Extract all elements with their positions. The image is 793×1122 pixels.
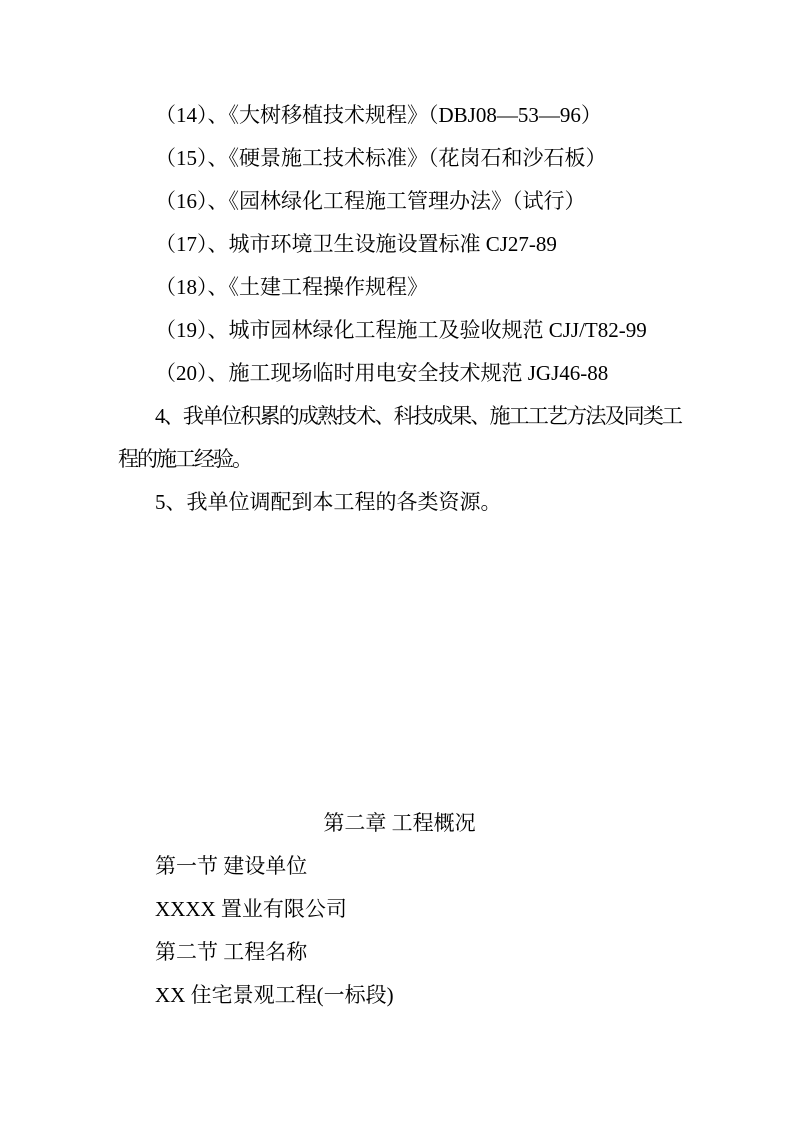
reference-list-item: （16）、《园林绿化工程施工管理办法》（试行）: [155, 189, 586, 213]
chapter-title: 第二章 工程概况: [323, 811, 476, 835]
section-heading: 第二节 工程名称: [155, 940, 308, 964]
reference-list-item: （15）、《硬景施工技术标准》（花岗石和沙石板）: [155, 146, 607, 170]
reference-list-item: （20）、施工现场临时用电安全技术规范 JGJ46-88: [155, 361, 609, 385]
blank-space: [118, 524, 681, 802]
section-content: XXXX 置业有限公司: [155, 897, 347, 921]
reference-list-item: （19）、城市园林绿化工程施工及验收规范 CJJ/T82-99: [155, 318, 647, 342]
reference-list: [118, 94, 681, 395]
reference-list-item: （14）、《大树移植技术规程》（DBJ08—53—96）: [155, 103, 602, 127]
paragraph-resources: 5、我单位调配到本工程的各类资源。: [155, 490, 502, 514]
section-list: [118, 845, 681, 1017]
section-content: XX 住宅景观工程(一标段): [155, 983, 394, 1007]
section-heading: 第一节 建设单位: [155, 854, 308, 878]
reference-list-item: （17）、城市环境卫生设施设置标准 CJ27-89: [155, 232, 557, 256]
reference-list-item: （18）、《土建工程操作规程》: [155, 275, 428, 299]
paragraph-experience: 4、我单位积累的成熟技术、科技成果、施工工艺方法及同类工程的施工经验。: [118, 404, 681, 471]
